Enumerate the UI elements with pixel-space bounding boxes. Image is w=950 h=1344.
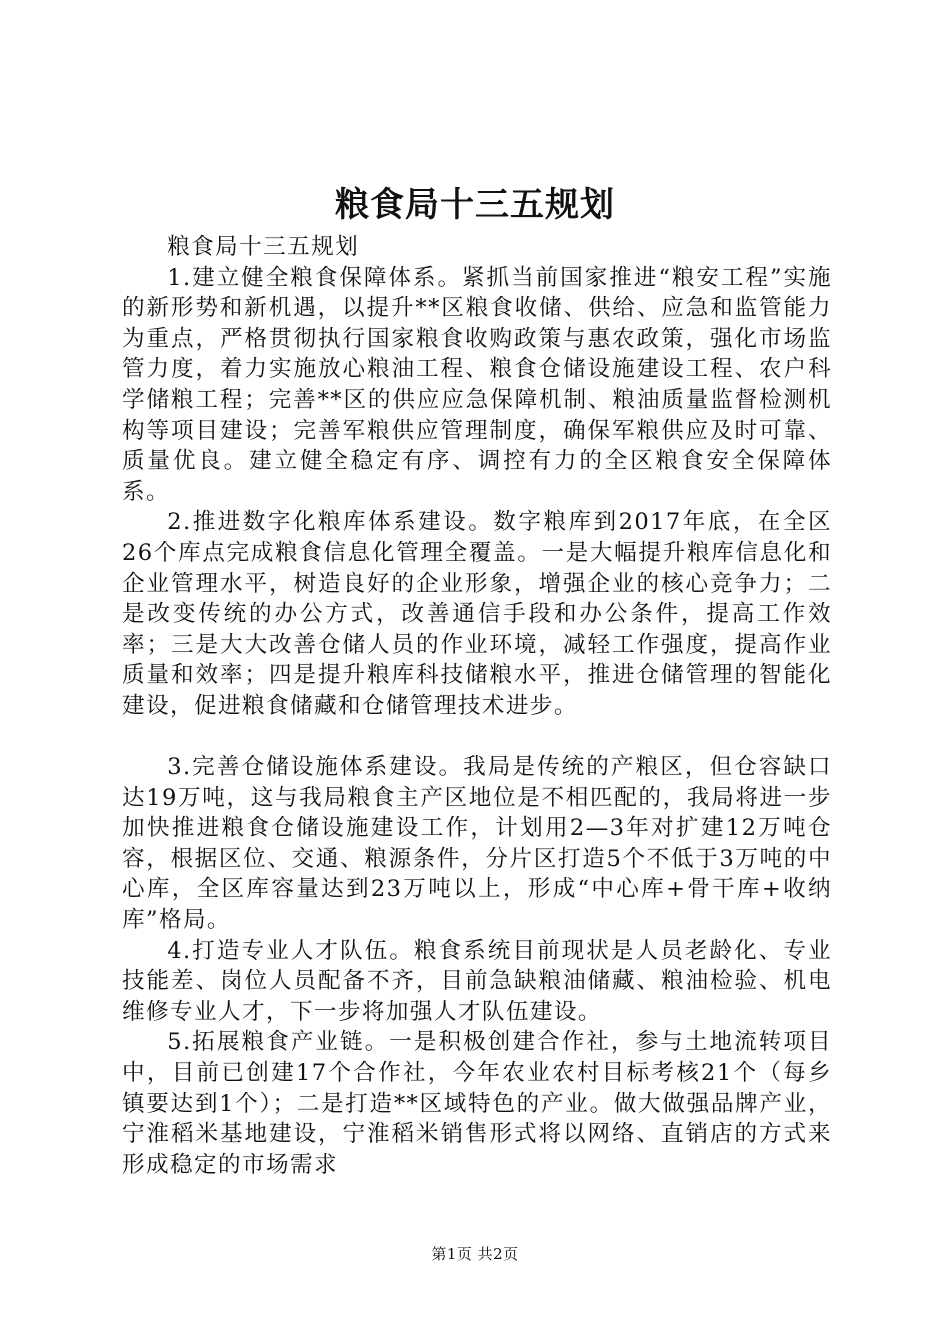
paragraph-2: 2.推进数字化粮库体系建设。数字粮库到2017年底，在全区26个库点完成粮食信息化管理全覆盖。一是大幅提升粮库信息化和企业管理水平，树造良好的企业形象，增强企业的核心竞争力；二是改变传统的办公方式，改善通信手段和办公条件，提高工作效率；三是大大改善仓储人员的作业环境，减轻工作强度，提高作业质量和效率；四是提升粮库科技储粮水平，推进仓储管理的智能化建设，促进粮食储藏和仓储管理技术进步。 xyxy=(122,509,832,719)
document-title: 粮食局十三五规划 xyxy=(335,185,615,225)
paragraph-1: 1.建立健全粮食保障体系。紧抓当前国家推进“粮安工程”实施的新形势和新机遇，以提升**区粮食收储、供给、应急和监管能力为重点，严格贯彻执行国家粮食收购政策与惠农政策，强化市场监管力度，着力实施放心粮油工程、粮食仓储设施建设工程、农户科学储粮工程；完善**区的供应应急保障机制、粮油质量监督检测机构等项目建设；完善军粮供应管理制度，确保军粮供应及时可靠、质量优良。建立健全稳定有序、调控有力的全区粮食安全保障体系。 xyxy=(122,264,832,505)
document-subtitle: 粮食局十三五规划 xyxy=(167,234,360,260)
paragraph-5: 5.拓展粮食产业链。一是积极创建合作社，参与土地流转项目中，目前已创建17个合作社，今年农业农村目标考核21个（每乡镇要达到1个）；二是打造**区域特色的产业。做大做强品牌产业，宁淮稻米基地建设，宁淮稻米销售形式将以网络、直销店的方式来形成稳定的市场需求 xyxy=(122,1029,832,1178)
paragraph-3: 3.完善仓储设施体系建设。我局是传统的产粮区，但仓容缺口达19万吨，这与我局粮食主产区地位是不相匹配的，我局将进一步加快推进粮食仓储设施建设工作，计划用2—3年对扩建12万吨仓容，根据区位、交通、粮源条件，分片区打造5个不低于3万吨的中心库，全区库容量达到23万吨以上，形成“中心库+骨干库+收纳库”格局。 xyxy=(122,754,832,934)
paragraph-4: 4.打造专业人才队伍。粮食系统目前现状是人员老龄化、专业技能差、岗位人员配备不齐，目前急缺粮油储藏、粮油检验、机电维修专业人才，下一步将加强人才队伍建设。 xyxy=(122,937,832,1025)
document-body xyxy=(122,232,832,1180)
page-footer: 第1页 共2页 xyxy=(431,1245,519,1263)
